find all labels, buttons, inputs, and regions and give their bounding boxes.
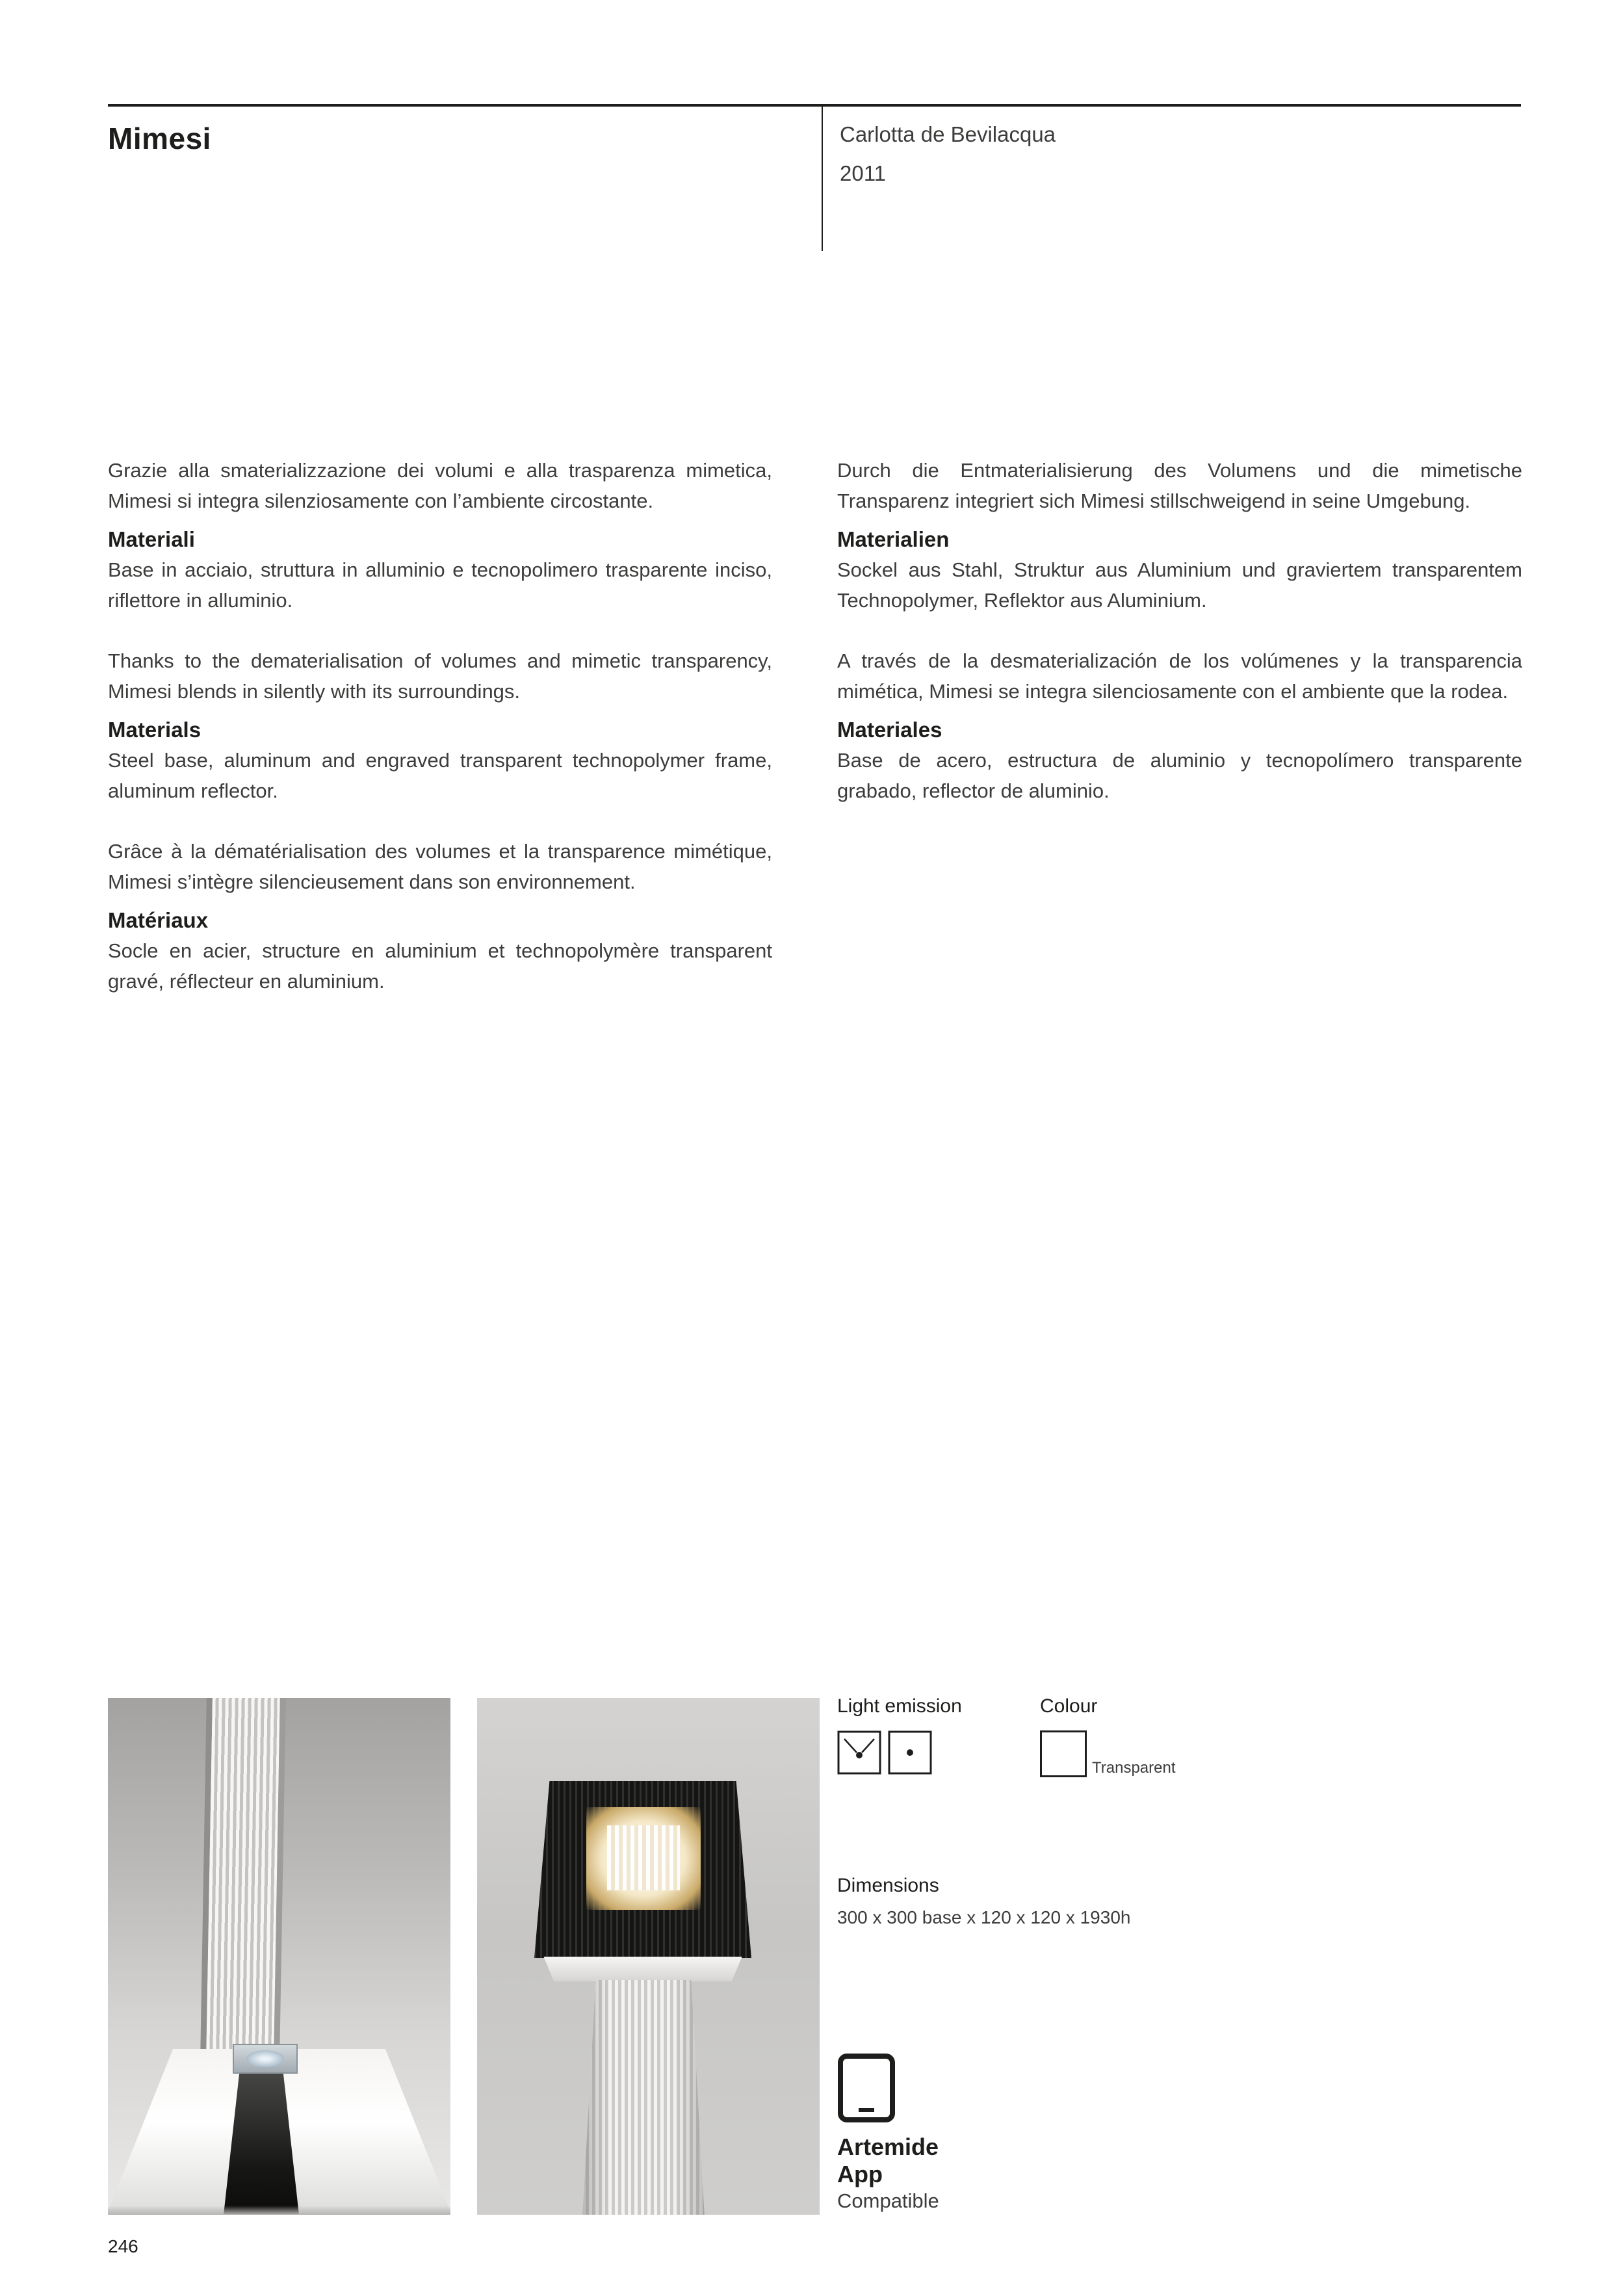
product-photo-head-detail (477, 1698, 820, 2215)
product-photo-base-detail (108, 1698, 450, 2215)
lamp-base-hub-graphic (233, 2044, 298, 2074)
artemide-app-tablet-icon (837, 2053, 896, 2123)
designer-divider (822, 107, 823, 251)
materials-heading-english: Materials (108, 718, 201, 742)
design-year: 2011 (840, 161, 886, 185)
materials-italian: Base in acciaio, struttura in alluminio e tecnopolimero trasparente inciso, riflettore in alluminio. (108, 558, 772, 612)
page-number: 246 (108, 2236, 138, 2256)
materials-heading-italian: Materiali (108, 527, 195, 551)
lamp-shaft-shade-graphic (582, 1980, 705, 2215)
header-rule (108, 104, 1521, 107)
materials-heading-french: Matériaux (108, 908, 209, 932)
light-emission-direct-icon (837, 1730, 881, 1775)
description-spanish: A través de la desmaterialización de los volúmenes y la transparencia mimética, Mimesi se integra silenciosamente con el ambiente que la rodea. (837, 649, 1522, 703)
lamp-head-front-graphic (539, 1957, 746, 1981)
materials-french: Socle en acier, structure en aluminium et technopolymère transparent gravé, réflecteur en aluminium. (108, 939, 772, 993)
materials-german: Sockel aus Stahl, Struktur aus Aluminium und graviertem transparentem Technopolymer, Reflektor aus Aluminium. (837, 558, 1522, 612)
lamp-column-graphic (200, 1698, 286, 2061)
light-emission-label: Light emission (837, 1695, 962, 1717)
light-emission-point-icon (888, 1730, 932, 1775)
materials-spanish: Base de acero, estructura de aluminio y tecnopolímero transparente grabado, reflector de aluminio. (837, 749, 1522, 802)
artemide-app-brand: Artemide (837, 2133, 939, 2160)
artemide-app-compatible: Compatible (837, 2189, 939, 2212)
materials-heading-german: Materialien (837, 527, 950, 551)
colour-swatch-label: Transparent (1092, 1759, 1176, 1777)
description-french: Grâce à la dématérialisation des volumes et la transparence mimétique, Mimesi s’intègre silencieusement dans son environnement. (108, 840, 772, 893)
product-title: Mimesi (108, 122, 211, 155)
colour-label: Colour (1040, 1695, 1098, 1717)
artemide-app-word: App (837, 2161, 883, 2187)
dimensions-value: 300 x 300 base x 120 x 120 x 1930h (837, 1907, 1131, 1927)
lamp-glow-core-graphic (607, 1825, 680, 1890)
dimensions-label: Dimensions (837, 1875, 939, 1896)
materials-heading-spanish: Materiales (837, 718, 942, 742)
lamp-base-disk-graphic (246, 2050, 284, 2067)
text-column-left (108, 455, 772, 997)
floor-shadow-graphic (108, 2206, 450, 2215)
description-german: Durch die Entmaterialisierung des Volumens und die mimetische Transparenz integriert sich Mimesi stillschweigend in seine Umgebung. (837, 459, 1522, 512)
light-emission-icons (837, 1730, 932, 1775)
colour-swatch-transparent (1040, 1730, 1087, 1777)
materials-english: Steel base, aluminum and engraved transparent technopolymer frame, aluminum reflector. (108, 749, 772, 802)
description-italian: Grazie alla smaterializzazione dei volumi e alla trasparenza mimetica, Mimesi si integra silenziosamente con l’ambiente circostante. (108, 459, 772, 512)
designer-name: Carlotta de Bevilacqua (840, 122, 1056, 146)
text-column-right (837, 455, 1522, 806)
description-english: Thanks to the dematerialisation of volumes and mimetic transparency, Mimesi blends in silently with its surroundings. (108, 649, 772, 703)
